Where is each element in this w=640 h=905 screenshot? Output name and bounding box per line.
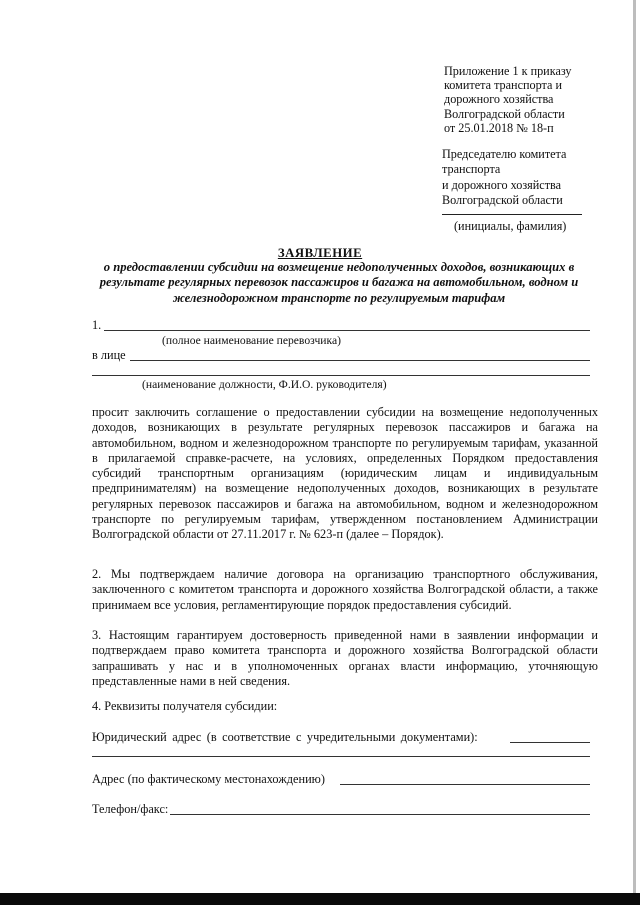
document-subtitle <box>76 260 602 306</box>
addressee-line: транспорта <box>442 162 501 177</box>
carrier-name-caption: (полное наименование перевозчика) <box>162 334 341 347</box>
item1-label: 1. <box>92 318 102 332</box>
head-name-field[interactable] <box>92 375 590 376</box>
addressee-block <box>442 147 622 209</box>
phone-fax-label: Телефон/факс: <box>92 802 169 816</box>
head-name-caption: (наименование должности, Ф.И.О. руководителя) <box>142 378 387 391</box>
guarantee-paragraph: 3. Настоящим гарантируем достоверность приведенной нами в заявлении информации и подтверждаем право комитета транспорта и дорожного хозяйства Волгоградской области запрашивать у нас и в уполномоченных органах власти информацию, уточняющую представленные нами в ней сведения. <box>92 628 598 688</box>
initials-caption: (инициалы, фамилия) <box>454 219 567 233</box>
annex-line: Приложение 1 к приказу <box>444 64 572 78</box>
legal-address-field-continued[interactable] <box>92 756 590 757</box>
legal-address-field[interactable] <box>510 742 590 743</box>
addressee-line: Председателю комитета <box>442 147 567 161</box>
legal-address-label: Юридический адрес (в соответствие с учредительными документами): <box>92 730 478 744</box>
actual-address-label: Адрес (по фактическому местонахождению) <box>92 772 325 786</box>
in-person-field[interactable] <box>130 360 590 361</box>
document-title: ЗАЯВЛЕНИЕ <box>277 246 363 260</box>
phone-fax-field[interactable] <box>170 814 590 815</box>
subtitle-line: результате регулярных перевозок пассажиров и багажа на автомобильном, водном и <box>99 275 579 290</box>
actual-address-field[interactable] <box>340 784 590 785</box>
requisites-heading: 4. Реквизиты получателя субсидии: <box>92 699 278 713</box>
annex-line: Волгоградской области <box>444 106 565 121</box>
contract-paragraph: 2. Мы подтверждаем наличие договора на организацию транспортного обслуживания, заключенного с комитетом транспорта и дорожного хозяйства Волгоградской области, а также принимаем все условия, регламентирующие порядок предоставления субсидий. <box>92 567 598 612</box>
scan-edge <box>633 0 636 893</box>
addressee-line: Волгоградской области <box>442 193 563 208</box>
subtitle-line: железнодорожном транспорте по регулируемым тарифам <box>172 290 506 305</box>
annex-line: от 25.01.2018 № 18-п <box>444 120 554 135</box>
initials-line[interactable] <box>442 214 582 215</box>
subtitle-line: о предоставлении субсидии на возмещение недополученных доходов, возникающих в <box>103 260 575 274</box>
in-person-label: в лице <box>92 348 126 362</box>
annex-line: комитета транспорта и <box>444 78 562 93</box>
addressee-line: и дорожного хозяйства <box>442 177 562 192</box>
annex-line: дорожного хозяйства <box>444 92 554 107</box>
request-paragraph: просит заключить соглашение о предоставлении субсидии на возмещение недополученных доходов, возникающих в результате регулярных перевозок пассажиров и багажа на автомобильном, водном и железнодорожном транспорте по регулируемым тарифам, указанной в прилагаемой справке-расчете, на условиях, определенных Порядком предоставления субсидий транспортным организациям (юридическим лицам и индивидуальным предпринимателям) на возмещение недополученных доходов, возникающих в результате регулярных перевозок пассажиров и багажа на автомобильном, водном и железнодорожном транспорте по регулируемым тарифам, утвержденном постановлением Администрации Волгоградской области от 27.11.2017 г. № 623-п (далее – Порядок). <box>92 405 598 542</box>
annex-reference <box>444 64 624 135</box>
carrier-name-field[interactable] <box>104 330 590 331</box>
scan-border <box>0 893 640 905</box>
